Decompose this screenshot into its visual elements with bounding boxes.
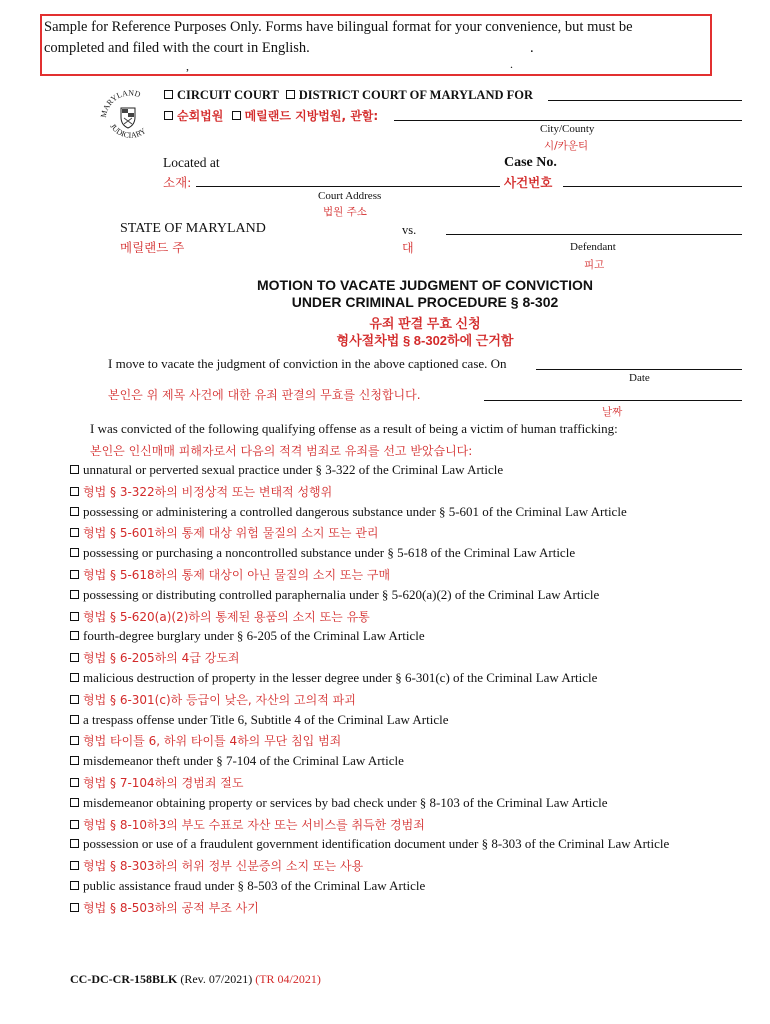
offense-label: malicious destruction of property in the lesser degree under § 6-301(c) of the Criminal Law Article	[83, 670, 598, 685]
offense-label: public assistance fraud under § 8-503 of the Criminal Law Article	[83, 878, 426, 893]
offense-item-11-en	[70, 878, 425, 894]
convicted-text: I was convicted of the following qualifying offense as a result of being a victim of human trafficking:	[90, 421, 618, 436]
offense-item-8-en	[70, 753, 404, 769]
case-no-label-kr: 사건번호	[504, 175, 553, 190]
offense-item-10-kr	[70, 857, 363, 874]
translation-revision: (TR 04/2021)	[255, 972, 321, 986]
offense-label: 형법 § 6-205하의 4급 강도죄	[83, 651, 240, 666]
defendant-name-field[interactable]	[446, 234, 742, 235]
offense-checkbox[interactable]	[70, 756, 79, 765]
offense-checkbox[interactable]	[70, 861, 79, 870]
city-county-label-kr: 시/카운티	[544, 140, 589, 152]
vs-label: vs.	[402, 223, 417, 237]
defendant-label: Defendant	[570, 241, 616, 253]
offense-item-3-en	[70, 545, 575, 561]
title-kr-1: 유죄 판결 무효 신청	[369, 316, 481, 331]
offense-checkbox[interactable]	[70, 715, 79, 724]
date-label-kr: 날짜	[602, 406, 623, 418]
seal-top-text: MARYLAND	[98, 88, 142, 119]
court-address-label: Court Address	[318, 190, 382, 202]
state-label-kr: 메릴랜드 주	[120, 240, 185, 255]
offense-checkbox[interactable]	[70, 528, 79, 537]
district-court-checkbox[interactable]	[286, 90, 295, 99]
offense-label: 형법 § 8-10하3의 부도 수표로 자산 또는 서비스를 취득한 경범죄	[83, 817, 425, 832]
court-selection-en: CIRCUIT COURT DISTRICT COURT OF MARYLAND FOR	[164, 88, 533, 103]
date-label: Date	[629, 372, 650, 384]
notice-line-1: Sample for Reference Purposes Only. Forms have bilingual format for your convenience, but must be	[44, 19, 633, 35]
circuit-court-checkbox[interactable]	[164, 90, 173, 99]
state-label: STATE OF MARYLAND	[120, 221, 266, 236]
offense-label: 형법 § 7-104하의 경범죄 절도	[83, 776, 244, 790]
offense-item-2-kr	[70, 524, 378, 541]
notice-line-2: completed and filed with the court in English. .	[44, 40, 534, 56]
date-field[interactable]	[536, 369, 742, 370]
case-no-label: Case No.	[504, 155, 557, 170]
county-field-kr[interactable]	[394, 120, 742, 121]
offense-checkbox[interactable]	[70, 590, 79, 599]
offense-item-5-kr	[70, 649, 240, 666]
maryland-judiciary-seal	[98, 84, 158, 146]
offense-label: 형법 § 3-322하의 비정상적 또는 변태적 성행위	[83, 484, 333, 499]
offense-checkbox[interactable]	[70, 695, 79, 704]
offense-label: misdemeanor theft under § 7-104 of the Criminal Law Article	[83, 753, 404, 769]
title-kr-2: 형사절차법 § 8-302하에 근거함	[336, 333, 514, 348]
offense-item-7-en	[70, 712, 449, 728]
form-footer	[70, 972, 321, 987]
court-address-label-kr: 법원 주소	[323, 206, 367, 218]
offense-label: misdemeanor obtaining property or services by bad check under § 8-103 of the Criminal Law Article	[83, 794, 608, 810]
offense-item-2-en	[70, 504, 627, 520]
offense-label: fourth-degree burglary under § 6-205 of the Criminal Law Article	[83, 628, 425, 644]
offense-checkbox[interactable]	[70, 548, 79, 557]
seal-bottom-text: JUDICIARY	[108, 122, 148, 140]
court-selection-kr: 순회법원 메릴랜드 지방법원, 관할:	[164, 107, 378, 124]
offense-label: 형법 § 6-301(c)하 등급이 낮은, 자산의 고의적 파괴	[83, 692, 356, 707]
offense-item-8-kr	[70, 774, 243, 791]
offense-label: 형법 타이틀 6, 하위 타이틀 4하의 무단 침입 범죄	[83, 734, 342, 749]
offense-checkbox[interactable]	[70, 487, 79, 496]
form-id: CC-DC-CR-158BLK	[70, 972, 178, 986]
county-field[interactable]	[548, 100, 742, 101]
offense-checkbox[interactable]	[70, 673, 79, 682]
offense-checkbox[interactable]	[70, 465, 79, 474]
defendant-label-kr: 피고	[584, 259, 605, 271]
offense-checkbox[interactable]	[70, 736, 79, 745]
offense-checkbox[interactable]	[70, 631, 79, 640]
title-en-2: UNDER CRIMINAL PROCEDURE § 8-302	[291, 294, 559, 310]
offense-checkbox[interactable]	[70, 881, 79, 890]
offense-checkbox[interactable]	[70, 798, 79, 807]
date-field-kr[interactable]	[484, 400, 742, 401]
offense-item-6-en	[70, 670, 597, 686]
city-county-label: City/County	[540, 123, 595, 135]
case-number-field[interactable]	[563, 186, 742, 187]
located-at-label-kr: 소재:	[163, 175, 192, 190]
offense-label: 형법 § 5-620(a)(2)하의 통제된 용품의 소지 또는 유통	[83, 609, 370, 624]
offense-item-4-kr	[70, 608, 370, 625]
offense-item-6-kr	[70, 691, 356, 708]
move-text: I move to vacate the judgment of conviction in the above captioned case. On	[108, 356, 507, 371]
court-address-field[interactable]	[196, 186, 500, 187]
offense-label: unnatural or perverted sexual practice under § 3-322 of the Criminal Law Article	[83, 462, 504, 477]
offense-checkbox[interactable]	[70, 820, 79, 829]
offense-checkbox[interactable]	[70, 839, 79, 848]
offense-item-7-kr	[70, 732, 341, 749]
offense-checkbox[interactable]	[70, 507, 79, 516]
convicted-text-kr: 본인은 인신매매 피해자로서 다음의 적격 범죄로 유죄를 선고 받았습니다:	[90, 444, 473, 458]
reference-notice: Sample for Reference Purposes Only. Forms have bilingual format for your convenience, but must be completed and filed with the court in English. . , .	[40, 14, 712, 76]
offense-label: possession or use of a fraudulent government identification document under § 8-303 of the Criminal Law Article	[83, 836, 670, 852]
offense-label: 형법 § 5-601하의 통제 대상 위험 물질의 소지 또는 관리	[83, 526, 379, 541]
offense-checkbox[interactable]	[70, 653, 79, 662]
title-en-1: MOTION TO VACATE JUDGMENT OF CONVICTION	[257, 277, 593, 293]
offense-label: 형법 § 8-303하의 허위 정부 신분증의 소지 또는 사용	[83, 859, 364, 874]
offense-checkbox[interactable]	[70, 570, 79, 579]
offense-item-11-kr	[70, 899, 259, 916]
offense-checkbox[interactable]	[70, 778, 79, 787]
offense-label: 형법 § 8-503하의 공적 부조 사기	[83, 900, 259, 915]
offense-item-1-en	[70, 462, 503, 478]
offense-item-10-en	[70, 836, 669, 852]
offense-label: possessing or distributing controlled paraphernalia under § 5-620(a)(2) of the Criminal Law Article	[83, 586, 600, 602]
offense-item-1-kr	[70, 483, 332, 500]
offense-item-3-kr	[70, 566, 390, 583]
offense-item-4-en	[70, 587, 599, 603]
move-text-kr: 본인은 위 제목 사건에 대한 유죄 판결의 무효를 신청합니다.	[108, 388, 421, 402]
located-at-label: Located at	[163, 155, 220, 170]
offense-checkbox[interactable]	[70, 903, 79, 912]
offense-label: 형법 § 5-618하의 통제 대상이 아닌 물질의 소지 또는 구매	[83, 568, 391, 582]
offense-item-9-en	[70, 795, 608, 811]
shield-icon	[121, 108, 135, 128]
offense-item-9-kr	[70, 816, 425, 833]
offense-label: possessing or administering a controlled dangerous substance under § 5-601 of the Criminal Law Article	[83, 503, 627, 519]
offense-label: a trespass offense under Title 6, Subtitle 4 of the Criminal Law Article	[83, 711, 449, 727]
offense-item-5-en	[70, 628, 425, 644]
offense-label: possessing or purchasing a noncontrolled substance under § 5-618 of the Criminal Law Article	[83, 545, 576, 561]
offense-checkbox[interactable]	[70, 612, 79, 621]
form-revision: (Rev. 07/2021)	[180, 972, 253, 986]
vs-label-kr: 대	[402, 241, 414, 255]
